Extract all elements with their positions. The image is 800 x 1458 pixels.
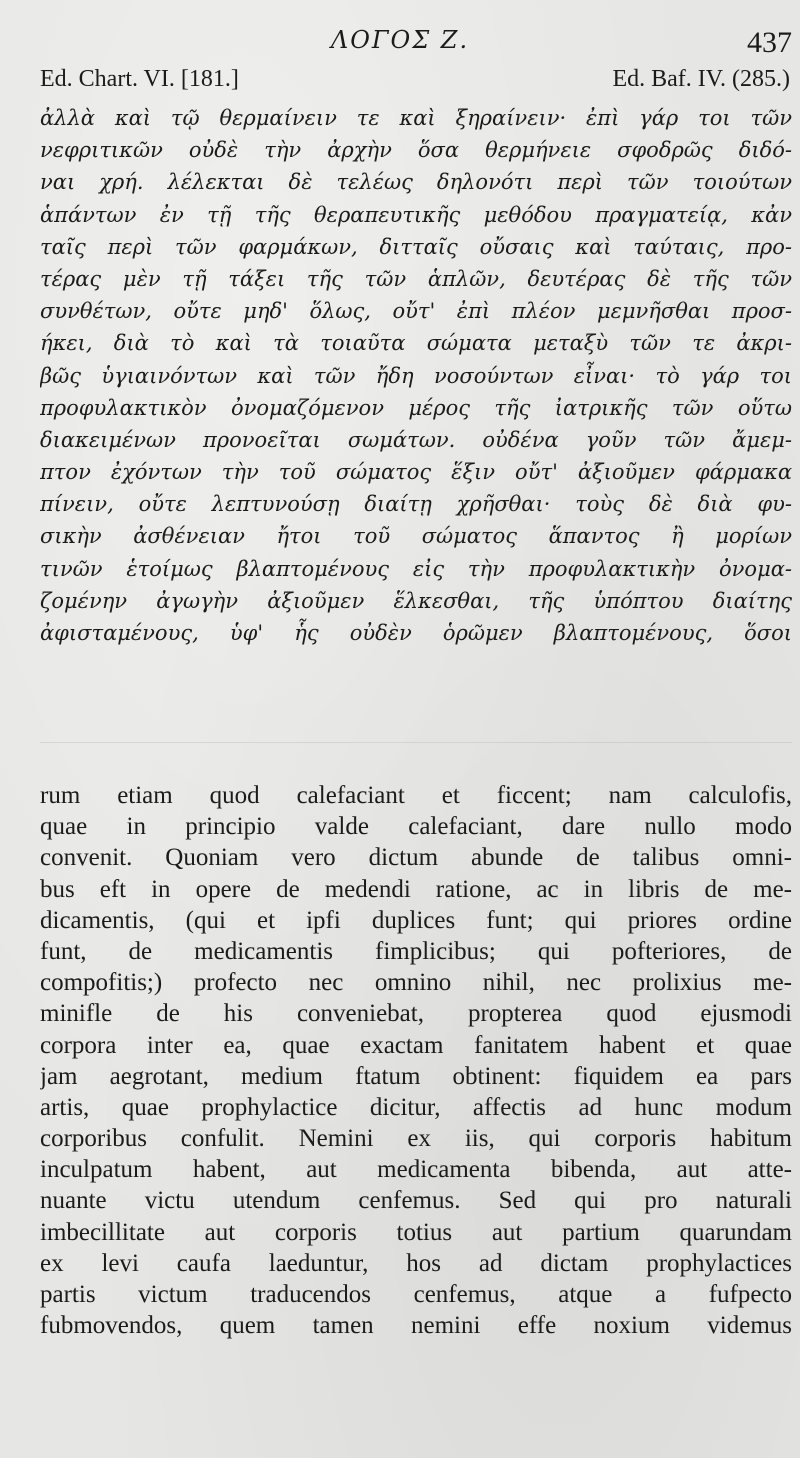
greek-line: ἁπάντων ἐν τῇ τῆς θεραπευτικῆς μεθόδου πραγματείᾳ, κἀν	[40, 202, 792, 227]
running-title: ΛΟΓΟΣ Ζ.	[330, 26, 470, 54]
greek-line: ἀλλὰ καὶ τῷ θερμαίνειν τε καὶ ξηραίνειν· ἐπὶ γάρ τοι τῶν	[40, 106, 792, 130]
greek-line: ταῖς περὶ τῶν φαρμάκων, διτταῖς οὔσαις καὶ ταύταις, προ-	[40, 234, 792, 259]
greek-line: ήκει, διὰ τὸ καὶ τὰ τοιαῦτα σώματα μεταξὺ τῶν τε ἀκρι-	[40, 331, 792, 356]
greek-line: διακειμένων προνοεῖται σωμάτων. οὐδένα γοῦν τῶν ἄμεμ-	[40, 427, 792, 452]
latin-line: minifle de his conveniebat, propterea quod ejusmodi	[40, 1000, 792, 1028]
greek-line: προφυλακτικὸν ὀνομαζόμενον μέρος τῆς ἰατρικῆς τῶν οὕτω	[40, 395, 792, 420]
latin-line: quae in principio valde calefaciant, dare nullo modo	[40, 813, 792, 841]
latin-line: nuante victu utendum cenfemus. Sed qui pro naturali	[40, 1187, 792, 1215]
edition-reference-right: Ed. Baf. IV. (285.)	[612, 66, 790, 92]
latin-line: dicamentis, (qui et ipfi duplices funt; qui priores ordine	[40, 906, 792, 934]
latin-line: bus eft in opere de medendi ratione, ac in libris de me-	[40, 875, 792, 903]
greek-line: πτον ἐχόντων τὴν τοῦ σώματος ἕξιν οὔτ' ἀξιοῦμεν φάρμακα	[40, 460, 792, 485]
latin-line: compofitis;) profecto nec omnino nihil, nec prolixius me-	[40, 969, 792, 997]
greek-line: πίνειν, οὔτε λεπτυνούσῃ διαίτῃ χρῆσθαι· τοὺς δὲ διὰ φυ-	[40, 492, 792, 517]
latin-line: partis victum traducendos cenfemus, atque a fufpecto	[40, 1281, 792, 1308]
greek-line: βῶς ὑγιαινόντων καὶ τῶν ἤδη νοσούντων εἶναι· τὸ γάρ τοι	[40, 363, 792, 388]
greek-line: σικὴν ἀσθένειαν ἤτοι τοῦ σώματος ἅπαντος ἢ μορίων	[40, 524, 792, 549]
latin-line: ex levi caufa laeduntur, hos ad dictam prophylactices	[40, 1249, 792, 1277]
latin-line: jam aegrotant, medium ftatum obtinent: fiquidem ea pars	[40, 1062, 792, 1090]
latin-line: convenit. Quoniam vero dictum abunde de talibus omni-	[40, 844, 792, 872]
greek-line: τέρας μὲν τῇ τάξει τῆς τῶν ἁπλῶν, δευτέρας δὲ τῆς τῶν	[40, 266, 792, 291]
latin-line: imbecillitate aut corporis totius aut partium quarundam	[40, 1218, 792, 1246]
latin-line: inculpatum habent, aut medicamenta bibenda, aut atte-	[40, 1156, 792, 1184]
greek-line: νεφριτικῶν οὐδὲ τὴν ἀρχὴν ὅσα θερμήνειε σφοδρῶς διδό-	[40, 138, 792, 163]
section-divider	[40, 742, 792, 743]
page-number: 437	[747, 26, 792, 59]
latin-line: artis, quae prophylactice dicitur, affectis ad hunc modum	[40, 1093, 792, 1121]
latin-line: funt, de medicamentis fimplicibus; qui pofteriores, de	[40, 937, 792, 965]
greek-line: ζομένην ἀγωγὴν ἀξιοῦμεν ἕλκεσθαι, τῆς ὑπόπτου διαίτης	[40, 588, 792, 613]
latin-text-block	[40, 780, 792, 1341]
latin-line: corpora inter ea, quae exactam fanitatem habent et quae	[40, 1031, 792, 1059]
edition-reference-left: Ed. Chart. VI. [181.]	[40, 66, 239, 92]
greek-line: συνθέτων, οὔτε μηδ' ὅλως, οὔτ' ἐπὶ πλέον μεμνῆσθαι προσ-	[40, 299, 792, 324]
latin-line: corporibus confulit. Nemini ex iis, qui corporis habitum	[40, 1125, 792, 1153]
latin-line: fubmovendos, quem tamen nemini effe noxium videmus	[40, 1312, 792, 1340]
latin-line: rum etiam quod calefaciant et ficcent; nam calculofis,	[40, 782, 792, 809]
greek-line: τινῶν ἑτοίμως βλαπτομένους εἰς τὴν προφυλακτικὴν ὀνομα-	[40, 556, 792, 581]
greek-line: ἀφισταμένους, ὑφ' ἧς οὐδὲν ὁρῶμεν βλαπτομένους, ὅσοι	[40, 621, 792, 645]
greek-text-block	[40, 102, 792, 649]
greek-line: ναι χρή. λέλεκται δὲ τελέως δηλονότι περὶ τῶν τοιούτων	[40, 170, 792, 195]
